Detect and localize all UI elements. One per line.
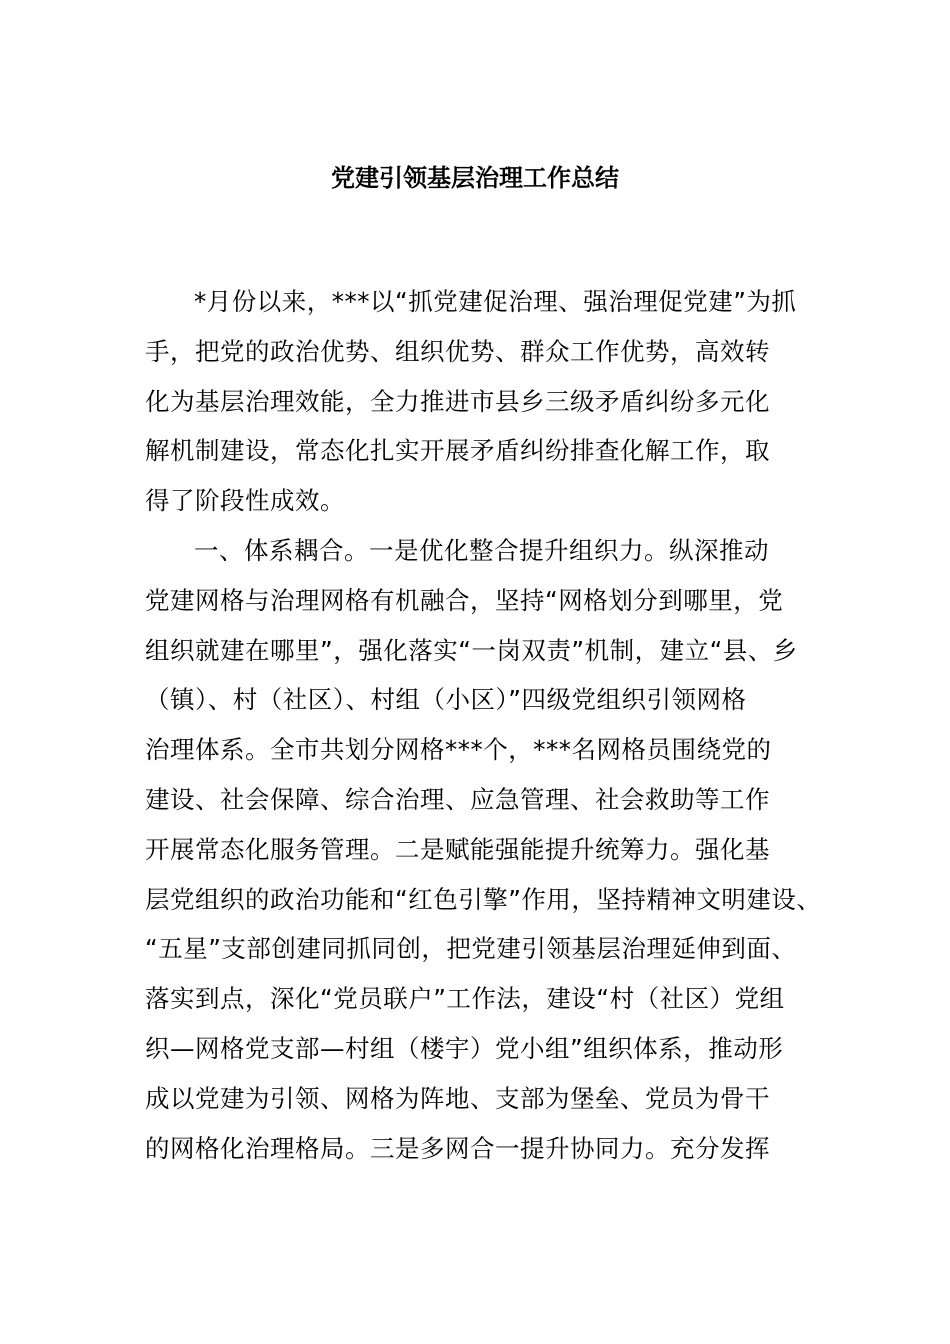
paragraph-line: 得了阶段性成效。 <box>145 486 345 516</box>
paragraph-line: 解机制建设，常态化扎实开展矛盾纠纷排查化解工作，取 <box>145 436 770 466</box>
paragraph-line: 层党组织的政治功能和“红色引擎”作用，坚持精神文明建设、 <box>145 884 822 914</box>
paragraph-line: 开展常态化服务管理。二是赋能强能提升统筹力。强化基 <box>145 834 770 864</box>
paragraph-line: 织—网格党支部—村组（楼宇）党小组”组织体系，推动形 <box>145 1033 784 1063</box>
paragraph-line: 建设、社会保障、综合治理、应急管理、社会救助等工作 <box>145 784 770 814</box>
paragraph-line: 手，把党的政治优势、组织优势、群众工作优势，高效转 <box>145 336 770 366</box>
paragraph-line: 成以党建为引领、网格为阵地、支部为堡垒、党员为骨干 <box>145 1083 770 1113</box>
document-body <box>145 277 822 1173</box>
paragraph-line: 落实到点，深化“党员联户”工作法，建设“村（社区）党组 <box>145 984 785 1014</box>
paragraph-line: （镇）、村（社区）、村组（小区）”四级党组织引领网格 <box>145 685 747 715</box>
document-title: 党建引领基层治理工作总结 <box>331 164 619 192</box>
paragraph-line: 的网格化治理格局。三是多网合一提升协同力。充分发挥 <box>145 1133 770 1163</box>
paragraph-line: 治理体系。全市共划分网格***个，***名网格员围绕党的 <box>145 735 772 765</box>
paragraph-line: “五星”支部创建同抓同创，把党建引领基层治理延伸到面、 <box>145 934 797 964</box>
paragraph-line: 党建网格与治理网格有机融合，坚持“网格划分到哪里，党 <box>145 585 784 615</box>
paragraph-line: 化为基层治理效能，全力推进市县乡三级矛盾纠纷多元化 <box>145 386 770 416</box>
paragraph-line: 组织就建在哪里”，强化落实“一岗双责”机制，建立“县、乡 <box>145 635 798 665</box>
paragraph-line: *月份以来，***以“抓党建促治理、强治理促党建”为抓 <box>194 287 797 316</box>
paragraph-line: 一、体系耦合。一是优化整合提升组织力。纵深推动 <box>194 535 769 565</box>
